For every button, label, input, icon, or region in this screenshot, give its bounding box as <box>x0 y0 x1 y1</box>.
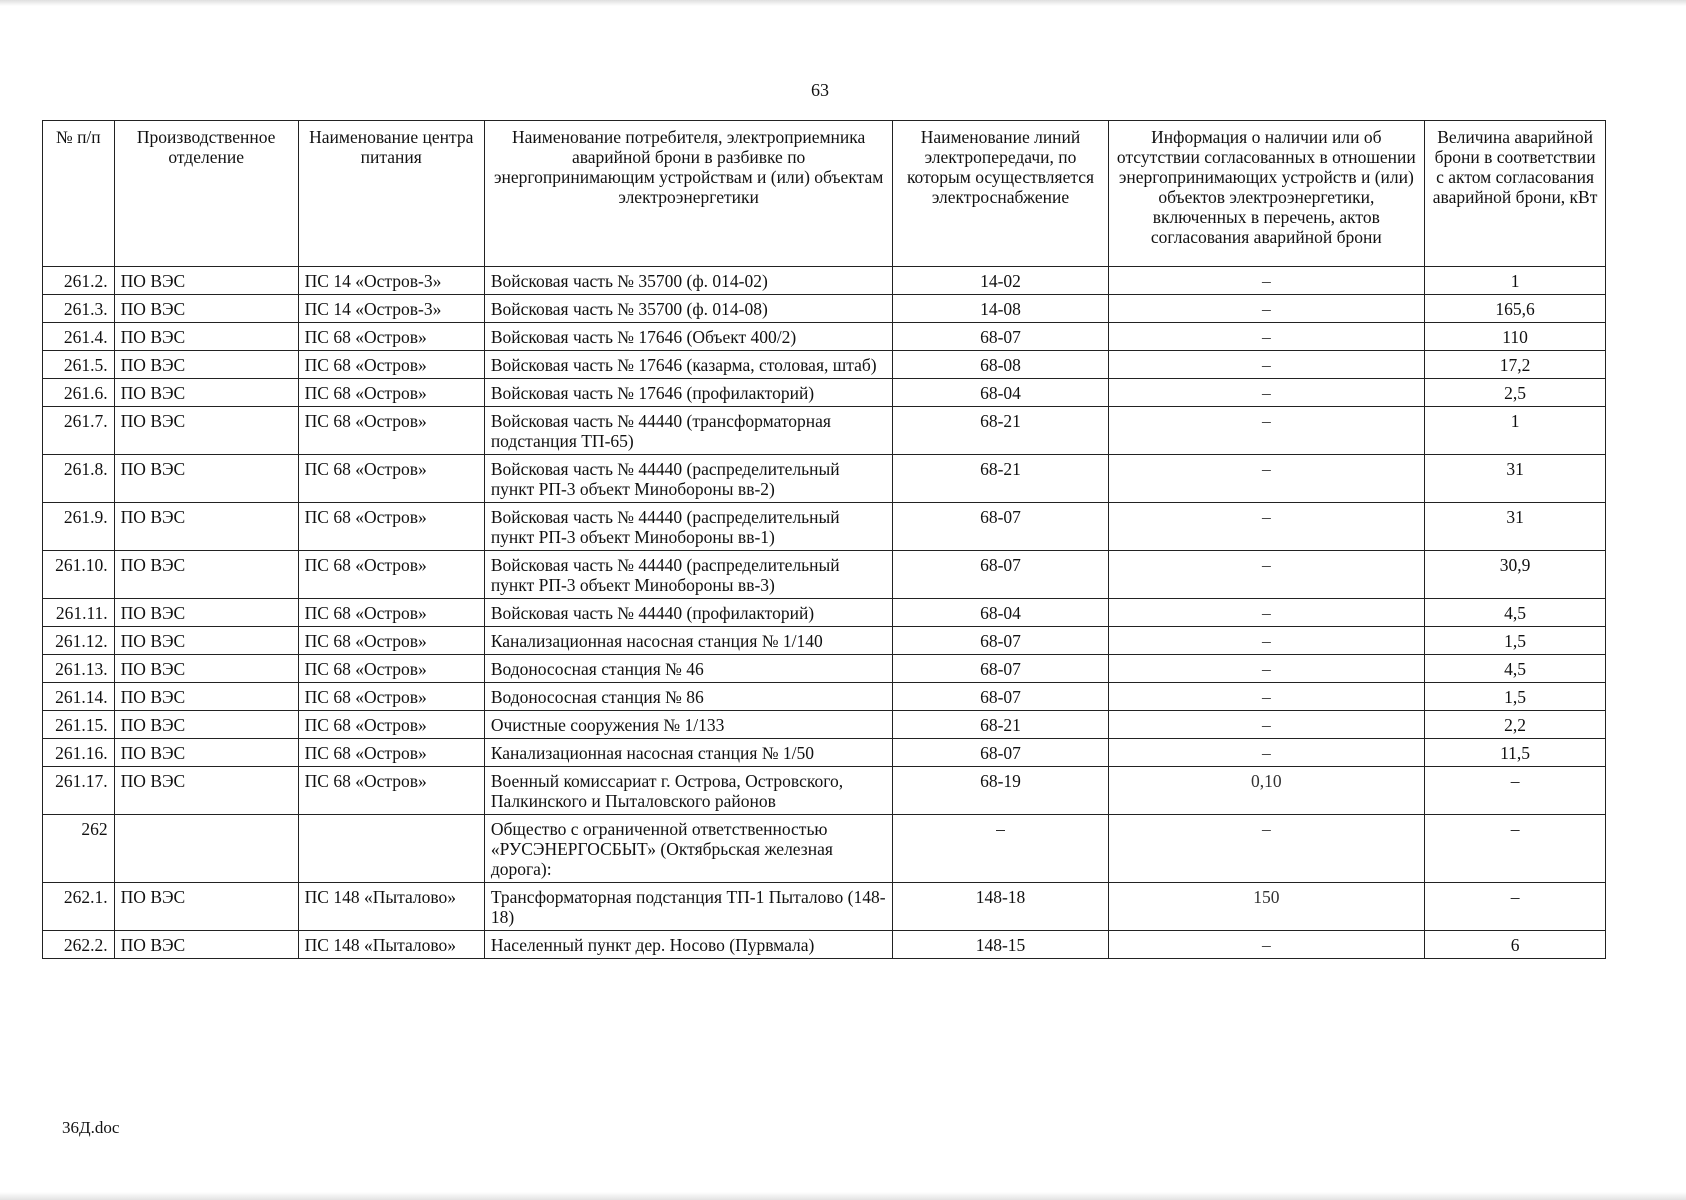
header-number: № п/п <box>43 121 115 267</box>
cell-power-line: 68-21 <box>893 455 1108 503</box>
table-row <box>43 267 1606 295</box>
cell-power-center: ПС 68 «Остров» <box>298 323 484 351</box>
cell-consumer: Войсковая часть № 44440 (распределительный пункт РП-3 объект Минобороны вв-2) <box>484 455 893 503</box>
cell-acts-info: – <box>1108 455 1425 503</box>
cell-reserve-value: 11,5 <box>1425 739 1606 767</box>
cell-power-center: ПС 14 «Остров-3» <box>298 295 484 323</box>
cell-acts-info: – <box>1108 295 1425 323</box>
cell-acts-info: 0,10 <box>1108 767 1425 815</box>
cell-department: ПО ВЭС <box>114 551 298 599</box>
cell-power-center: ПС 68 «Остров» <box>298 407 484 455</box>
table-header-row <box>43 121 1606 267</box>
cell-consumer: Войсковая часть № 35700 (ф. 014-02) <box>484 267 893 295</box>
cell-power-line: 68-21 <box>893 711 1108 739</box>
cell-consumer: Войсковая часть № 44440 (распределительный пункт РП-3 объект Минобороны вв-3) <box>484 551 893 599</box>
cell-consumer: Войсковая часть № 35700 (ф. 014-08) <box>484 295 893 323</box>
cell-reserve-value: 6 <box>1425 931 1606 959</box>
cell-power-center: ПС 68 «Остров» <box>298 351 484 379</box>
cell-acts-info: – <box>1108 267 1425 295</box>
cell-number: 261.9. <box>43 503 115 551</box>
cell-number: 261.6. <box>43 379 115 407</box>
cell-power-line: 68-07 <box>893 551 1108 599</box>
cell-power-line: 148-18 <box>893 883 1108 931</box>
cell-department: ПО ВЭС <box>114 931 298 959</box>
cell-number: 261.17. <box>43 767 115 815</box>
cell-power-line: 68-07 <box>893 503 1108 551</box>
cell-department <box>114 815 298 883</box>
cell-acts-info: – <box>1108 683 1425 711</box>
cell-power-center: ПС 148 «Пыталово» <box>298 931 484 959</box>
cell-power-center: ПС 148 «Пыталово» <box>298 883 484 931</box>
header-acts-info: Информация о наличии или об отсутствии согласованных в отношении энергопринимающих устройств и (или) объектов электроэнергетики, включенных в перечень, актов согласования аварийной брони <box>1108 121 1425 267</box>
cell-reserve-value: 4,5 <box>1425 599 1606 627</box>
cell-department: ПО ВЭС <box>114 379 298 407</box>
page-number: 63 <box>811 80 829 100</box>
cell-number: 261.3. <box>43 295 115 323</box>
cell-number: 261.13. <box>43 655 115 683</box>
cell-acts-info: – <box>1108 503 1425 551</box>
cell-acts-info: – <box>1108 815 1425 883</box>
cell-acts-info: – <box>1108 931 1425 959</box>
cell-power-line: 68-04 <box>893 599 1108 627</box>
cell-power-center: ПС 68 «Остров» <box>298 599 484 627</box>
header-power-lines: Наименование линий электропередачи, по которым осуществляется электроснабжение <box>893 121 1108 267</box>
cell-power-line: 68-07 <box>893 323 1108 351</box>
cell-reserve-value: 2,5 <box>1425 379 1606 407</box>
cell-power-line: 68-19 <box>893 767 1108 815</box>
table-row <box>43 931 1606 959</box>
table-row <box>43 739 1606 767</box>
reserve-table <box>42 120 1606 959</box>
cell-number: 261.2. <box>43 267 115 295</box>
cell-reserve-value: 31 <box>1425 455 1606 503</box>
cell-reserve-value: – <box>1425 883 1606 931</box>
footer-filename: 36Д.doc <box>62 1118 120 1137</box>
cell-power-center: ПС 68 «Остров» <box>298 455 484 503</box>
cell-consumer: Войсковая часть № 17646 (Объект 400/2) <box>484 323 893 351</box>
cell-department: ПО ВЭС <box>114 599 298 627</box>
cell-power-center <box>298 815 484 883</box>
cell-department: ПО ВЭС <box>114 267 298 295</box>
cell-consumer: Водонососная станция № 46 <box>484 655 893 683</box>
cell-acts-info: 150 <box>1108 883 1425 931</box>
cell-consumer: Трансформаторная подстанция ТП-1 Пыталово (148-18) <box>484 883 893 931</box>
cell-consumer: Войсковая часть № 44440 (распределительный пункт РП-3 объект Минобороны вв-1) <box>484 503 893 551</box>
cell-power-center: ПС 68 «Остров» <box>298 551 484 599</box>
cell-reserve-value: 17,2 <box>1425 351 1606 379</box>
table-row <box>43 379 1606 407</box>
cell-reserve-value: – <box>1425 815 1606 883</box>
cell-power-line: 68-08 <box>893 351 1108 379</box>
cell-number: 261.5. <box>43 351 115 379</box>
cell-reserve-value: 30,9 <box>1425 551 1606 599</box>
cell-acts-info: – <box>1108 379 1425 407</box>
cell-number: 262.1. <box>43 883 115 931</box>
cell-consumer: Общество с ограниченной ответственностью «РУСЭНЕРГОСБЫТ» (Октябрьская железная дорога): <box>484 815 893 883</box>
cell-number: 261.4. <box>43 323 115 351</box>
table-row <box>43 351 1606 379</box>
cell-power-center: ПС 68 «Остров» <box>298 767 484 815</box>
scan-edge-bottom <box>0 1192 1686 1200</box>
cell-reserve-value: 31 <box>1425 503 1606 551</box>
cell-department: ПО ВЭС <box>114 655 298 683</box>
cell-acts-info: – <box>1108 627 1425 655</box>
cell-department: ПО ВЭС <box>114 295 298 323</box>
cell-consumer: Военный комиссариат г. Острова, Островского, Палкинского и Пыталовского районов <box>484 767 893 815</box>
cell-number: 261.8. <box>43 455 115 503</box>
cell-power-center: ПС 14 «Остров-3» <box>298 267 484 295</box>
cell-acts-info: – <box>1108 351 1425 379</box>
cell-consumer: Населенный пункт дер. Носово (Пурвмала) <box>484 931 893 959</box>
table-row <box>43 683 1606 711</box>
cell-power-line: 68-07 <box>893 739 1108 767</box>
cell-acts-info: – <box>1108 407 1425 455</box>
header-reserve-value: Величина аварийной брони в соответствии с актом согласования аварийной брони, кВт <box>1425 121 1606 267</box>
table-row <box>43 599 1606 627</box>
cell-number: 261.16. <box>43 739 115 767</box>
table-row <box>43 455 1606 503</box>
cell-department: ПО ВЭС <box>114 711 298 739</box>
cell-reserve-value: 4,5 <box>1425 655 1606 683</box>
cell-consumer: Войсковая часть № 17646 (профилакторий) <box>484 379 893 407</box>
table-row <box>43 407 1606 455</box>
table-row <box>43 295 1606 323</box>
cell-acts-info: – <box>1108 599 1425 627</box>
cell-consumer: Водонососная станция № 86 <box>484 683 893 711</box>
cell-power-line: 68-07 <box>893 655 1108 683</box>
cell-reserve-value: – <box>1425 767 1606 815</box>
table-row <box>43 767 1606 815</box>
cell-power-line: 68-21 <box>893 407 1108 455</box>
cell-acts-info: – <box>1108 323 1425 351</box>
cell-reserve-value: 110 <box>1425 323 1606 351</box>
cell-department: ПО ВЭС <box>114 627 298 655</box>
cell-reserve-value: 1 <box>1425 267 1606 295</box>
table-row <box>43 323 1606 351</box>
cell-power-line: 68-07 <box>893 683 1108 711</box>
cell-power-center: ПС 68 «Остров» <box>298 711 484 739</box>
table-row <box>43 883 1606 931</box>
table-row <box>43 711 1606 739</box>
cell-power-line: 68-04 <box>893 379 1108 407</box>
cell-acts-info: – <box>1108 739 1425 767</box>
cell-department: ПО ВЭС <box>114 883 298 931</box>
table-row <box>43 551 1606 599</box>
cell-acts-info: – <box>1108 711 1425 739</box>
scan-edge-top <box>0 0 1686 6</box>
cell-consumer: Войсковая часть № 44440 (трансформаторная подстанция ТП-65) <box>484 407 893 455</box>
table-row <box>43 627 1606 655</box>
header-department: Производственное отделение <box>114 121 298 267</box>
cell-number: 261.15. <box>43 711 115 739</box>
cell-power-center: ПС 68 «Остров» <box>298 683 484 711</box>
cell-consumer: Войсковая часть № 44440 (профилакторий) <box>484 599 893 627</box>
table-body <box>43 267 1606 959</box>
cell-number: 261.7. <box>43 407 115 455</box>
cell-power-line: 14-08 <box>893 295 1108 323</box>
cell-department: ПО ВЭС <box>114 503 298 551</box>
cell-power-center: ПС 68 «Остров» <box>298 655 484 683</box>
cell-power-center: ПС 68 «Остров» <box>298 739 484 767</box>
cell-reserve-value: 2,2 <box>1425 711 1606 739</box>
cell-power-center: ПС 68 «Остров» <box>298 503 484 551</box>
cell-reserve-value: 1,5 <box>1425 683 1606 711</box>
cell-power-center: ПС 68 «Остров» <box>298 627 484 655</box>
cell-power-line: 68-07 <box>893 627 1108 655</box>
cell-number: 261.14. <box>43 683 115 711</box>
cell-power-line: – <box>893 815 1108 883</box>
cell-consumer: Канализационная насосная станция № 1/140 <box>484 627 893 655</box>
cell-number: 261.10. <box>43 551 115 599</box>
cell-department: ПО ВЭС <box>114 683 298 711</box>
cell-department: ПО ВЭС <box>114 767 298 815</box>
cell-reserve-value: 1,5 <box>1425 627 1606 655</box>
header-power-center: Наименование центра питания <box>298 121 484 267</box>
cell-number: 261.12. <box>43 627 115 655</box>
cell-number: 262 <box>43 815 115 883</box>
cell-acts-info: – <box>1108 551 1425 599</box>
cell-consumer: Войсковая часть № 17646 (казарма, столовая, штаб) <box>484 351 893 379</box>
cell-consumer: Канализационная насосная станция № 1/50 <box>484 739 893 767</box>
table-row <box>43 815 1606 883</box>
cell-number: 261.11. <box>43 599 115 627</box>
cell-acts-info: – <box>1108 655 1425 683</box>
header-consumer: Наименование потребителя, электроприемника аварийной брони в разбивке по энергопринимающим устройствам и (или) объектам электроэнергетики <box>484 121 893 267</box>
cell-department: ПО ВЭС <box>114 455 298 503</box>
cell-consumer: Очистные сооружения № 1/133 <box>484 711 893 739</box>
cell-department: ПО ВЭС <box>114 407 298 455</box>
cell-department: ПО ВЭС <box>114 323 298 351</box>
table-row <box>43 503 1606 551</box>
cell-number: 262.2. <box>43 931 115 959</box>
cell-department: ПО ВЭС <box>114 739 298 767</box>
cell-reserve-value: 165,6 <box>1425 295 1606 323</box>
cell-power-line: 148-15 <box>893 931 1108 959</box>
table-row <box>43 655 1606 683</box>
cell-power-center: ПС 68 «Остров» <box>298 379 484 407</box>
cell-department: ПО ВЭС <box>114 351 298 379</box>
cell-reserve-value: 1 <box>1425 407 1606 455</box>
cell-power-line: 14-02 <box>893 267 1108 295</box>
